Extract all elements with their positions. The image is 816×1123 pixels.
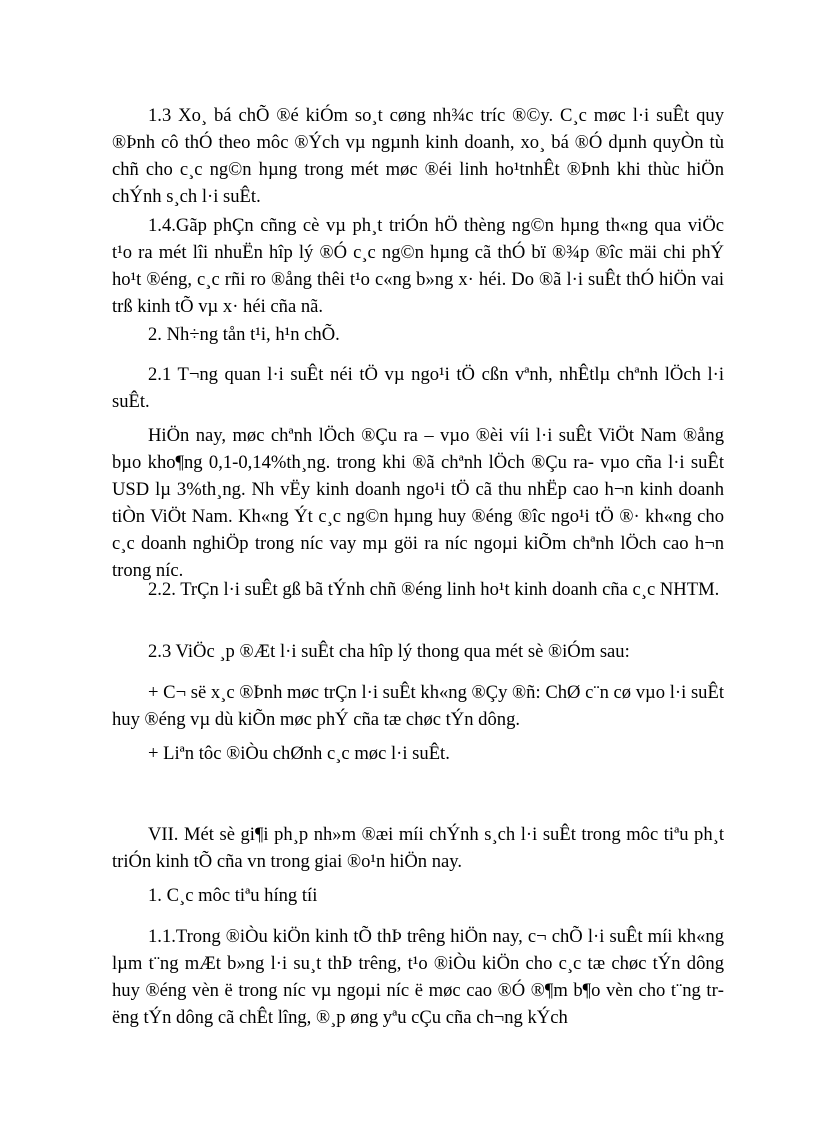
heading-1-cac-muc-tieu: 1. C¸c môc tiªu híng tíi — [148, 885, 318, 906]
bullet-1: + C¬ së x¸c ®Þnh møc trÇn l·i suÊt kh«ng ®Çy ®ñ: ChØ c¨n cø vµo l·i suÊt huy ®éng vµ dù kiÕn møc phÝ cña tæ chøc tÝn dông. — [112, 682, 724, 730]
paragraph-hien-nay: HiÖn nay, møc chªnh lÖch ®Çu ra – vµo ®èi víi l·i suÊt ViÖt Nam ®ång bµo kho¶ng 0,1-0,14%th¸ng. trong khi ®ã chªnh lÖch ®Çu ra- vµo cña l·i suÊt USD lµ 3%th¸ng. Nh vËy kinh doanh ngo¹i tÖ cã thu nhËp cao h¬n kinh doanh tiÒn ViÖt Nam. Kh«ng Ýt c¸c ng©n hµng huy ®éng ®îc ngo¹i tÖ ®· kh«ng cho c¸c doanh nghiÖp trong níc vay mµ göi ra níc ngoµi kiÕm chªnh lÖch cao h¬n trong níc. — [112, 425, 724, 581]
heading-2: 2. Nh÷ng tån t¹i, h¹n chÕ. — [148, 324, 340, 345]
paragraph-1-4: 1.4.Gãp phÇn cñng cè vµ ph¸t triÓn hÖ thèng ng©n hµng th«ng qua viÖc t¹o ra mét lîi nhuËn hîp lý ®Ó c¸c ng©n hµng cã thÓ bï ®¾p ®îc mäi chi phÝ ho¹t ®éng, c¸c rñi ro ®ång thêi t¹o c«ng b»ng x· héi. Do ®ã l·i suÊt thÓ hiÖn vai trß kinh tÕ vµ x· héi cña nã. — [112, 215, 724, 317]
paragraph-2-3: 2.3 ViÖc ¸p ®Æt l·i suÊt cha hîp lý thong qua mét sè ®iÓm sau: — [148, 641, 630, 662]
bullet-2: + Liªn tôc ®iÒu chØnh c¸c møc l·i suÊt. — [148, 743, 450, 764]
paragraph-2-1: 2.1 T¬ng quan l·i suÊt néi tÖ vµ ngo¹i tÖ cßn vªnh, nhÊtlµ chªnh lÖch l·i suÊt. — [112, 364, 724, 412]
paragraph-1-3: 1.3 Xo¸ bá chÕ ®é kiÓm so¸t cøng nh¾c tríc ®©y. C¸c møc l·i suÊt quy ®Þnh cô thÓ theo môc ®Ých vµ ngµnh kinh doanh, xo¸ bá ®Ó dµnh quyÒn tù chñ cho c¸c ng©n hµng trong mét møc ®éi linh ho¹tnhÊt ®Þnh khi thùc hiÖn chÝnh s¸ch l·i suÊt. — [112, 105, 724, 207]
paragraph-2-2: 2.2. TrÇn l·i suÊt gß bã tÝnh chñ ®éng linh ho¹t kinh doanh cña c¸c NHTM. — [148, 579, 720, 600]
paragraph-1-1: 1.1.Trong ®iÒu kiÖn kinh tÕ thÞ trêng hiÖn nay, c¬ chÕ l·i suÊt míi kh«ng lµm t¨ng mÆt b»ng l·i su¸t thÞ trêng, t¹o ®iÒu kiÖn cho c¸c tæ chøc tÝn dông huy ®éng vèn ë trong níc vµ ngoµi níc ë møc cao ®Ó ®¶m b¶o vèn cho t¨ng trëng tÝn dông cã chÊt lîng, ®¸p øng yªu cÇu cña ch¬ng kÝch — [112, 926, 724, 1028]
section-vii-heading: VII. Mét sè gi¶i ph¸p nh»m ®æi míi chÝnh s¸ch l·i suÊt trong môc tiªu ph¸t triÓn kinh tÕ cña vn trong giai ®o¹n hiÖn nay. — [112, 824, 724, 872]
